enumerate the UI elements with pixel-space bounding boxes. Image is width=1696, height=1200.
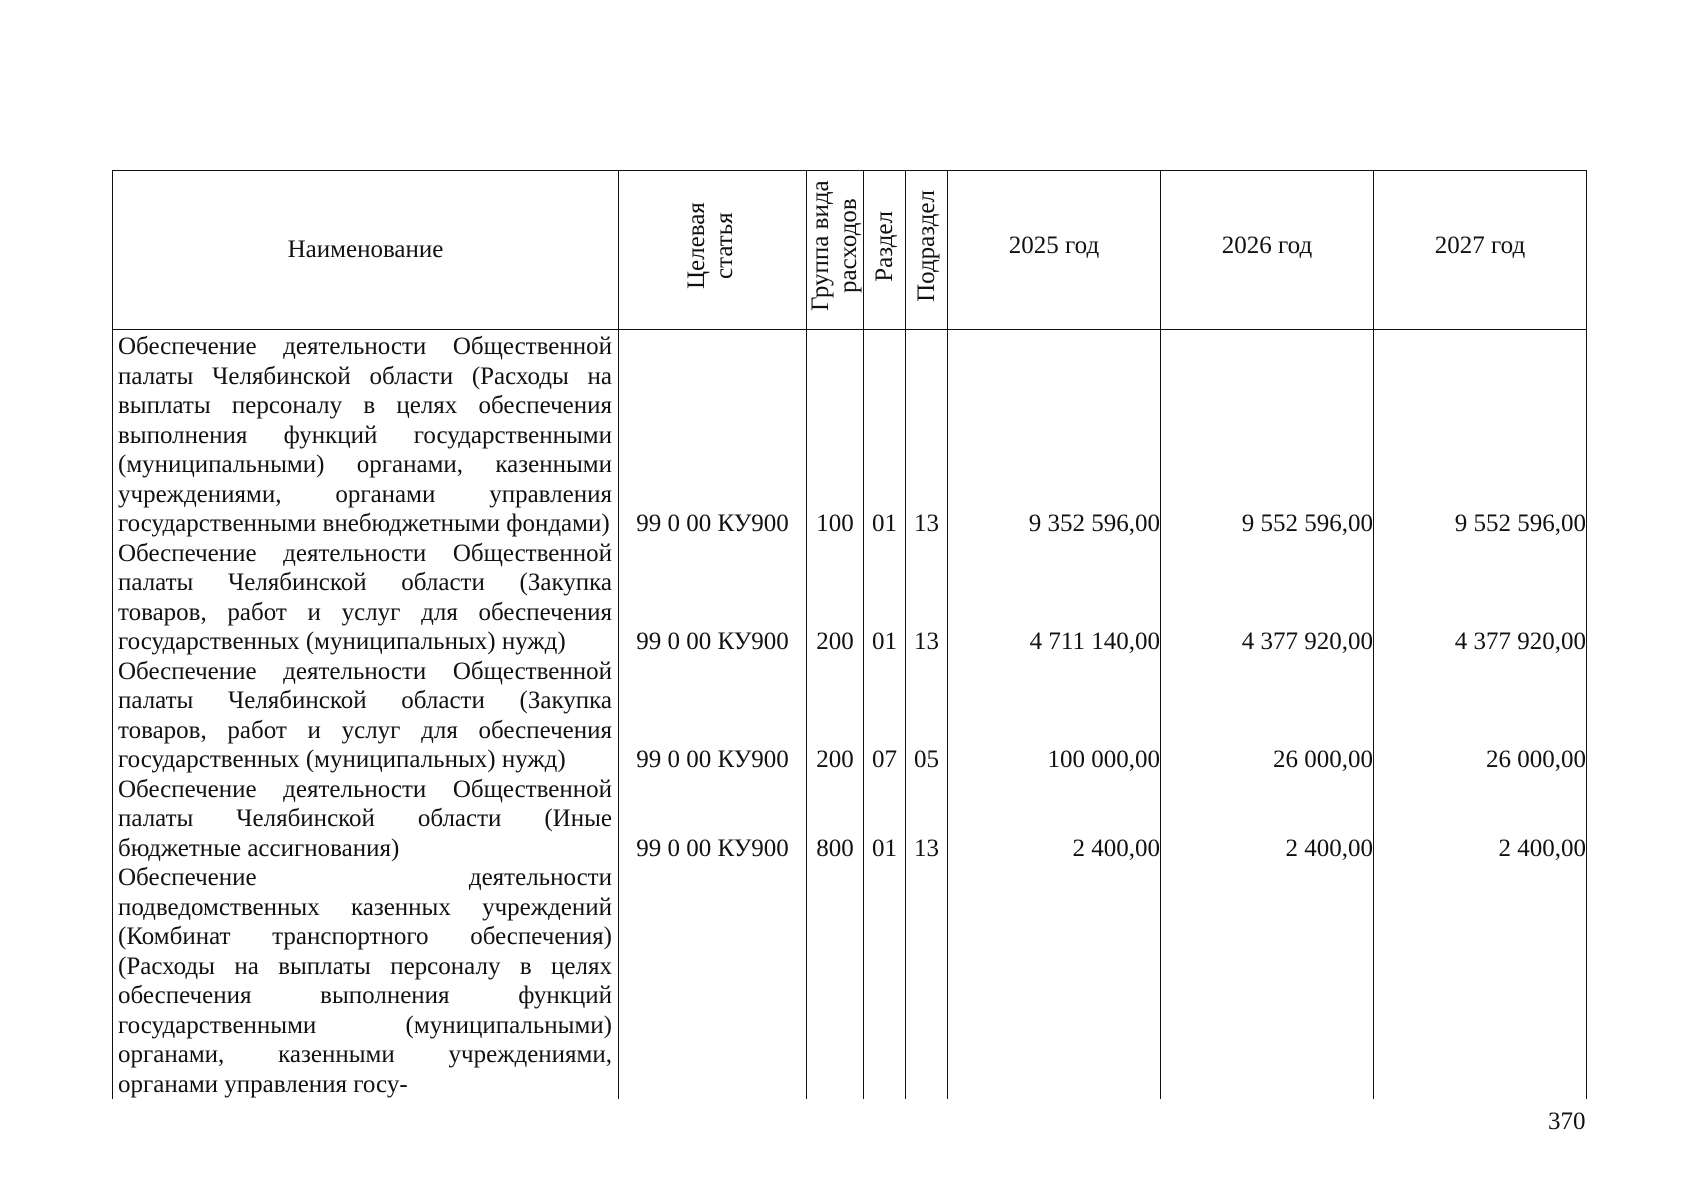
header-2025: 2025 год — [948, 171, 1161, 330]
row-2026: 9 552 596,00 — [1161, 330, 1374, 539]
row-2027 — [1374, 863, 1587, 1099]
budget-table — [112, 170, 1587, 1099]
row-target-item: 99 0 00 КУ900 — [619, 539, 807, 657]
row-name: Обеспечение деятельности Общественной палаты Челябинской области (Расходы на выплаты персоналу в целях обеспечения выполнения функций государственными (муниципальными) органами, казенными учреждениями, органами управления государственными внебюджетными фондами) — [113, 330, 619, 539]
row-subsection — [906, 863, 948, 1099]
row-2027: 9 552 596,00 — [1374, 330, 1587, 539]
header-subsection-label: Подраздел — [912, 190, 940, 303]
row-expense-group: 800 — [807, 775, 864, 864]
row-section: 01 — [864, 330, 906, 539]
row-2025: 2 400,00 — [948, 775, 1161, 864]
header-target-item-label: Целевая статья — [682, 202, 738, 290]
row-section — [864, 863, 906, 1099]
header-expense-group-label: Группа вида расходов — [807, 180, 862, 312]
row-2025 — [948, 863, 1161, 1099]
row-target-item: 99 0 00 КУ900 — [619, 775, 807, 864]
header-2026: 2026 год — [1161, 171, 1374, 330]
header-section-label: Раздел — [870, 210, 898, 282]
row-name: Обеспечение деятельности Общественной палаты Челябинской области (Закупка товаров, работ и услуг для обеспечения государственных (муниципальных) нужд) — [113, 657, 619, 775]
row-name: Обеспечение деятельности подведомственных казенных учреждений (Комбинат транспортного обеспечения) (Расходы на выплаты персоналу в целях обеспечения выполнения функций государственными (муниципальными) органами, казенными учреждениями, органами управления госу- — [113, 863, 619, 1099]
row-2027: 26 000,00 — [1374, 657, 1587, 775]
page-number: 370 — [1548, 1108, 1586, 1135]
row-name: Обеспечение деятельности Общественной палаты Челябинской области (Иные бюджетные ассигнования) — [113, 775, 619, 864]
table-row — [113, 657, 1587, 775]
row-subsection: 13 — [906, 539, 948, 657]
row-2026: 26 000,00 — [1161, 657, 1374, 775]
header-expense-group — [807, 171, 864, 330]
table-row — [113, 330, 1587, 539]
header-section — [864, 171, 906, 330]
row-section: 07 — [864, 657, 906, 775]
row-expense-group: 200 — [807, 657, 864, 775]
table-row — [113, 539, 1587, 657]
row-2026 — [1161, 863, 1374, 1099]
row-2027: 2 400,00 — [1374, 775, 1587, 864]
row-2026: 2 400,00 — [1161, 775, 1374, 864]
row-name: Обеспечение деятельности Общественной палаты Челябинской области (Закупка товаров, работ и услуг для обеспечения государственных (муниципальных) нужд) — [113, 539, 619, 657]
row-expense-group: 200 — [807, 539, 864, 657]
row-target-item: 99 0 00 КУ900 — [619, 657, 807, 775]
row-target-item: 99 0 00 КУ900 — [619, 330, 807, 539]
header-2027: 2027 год — [1374, 171, 1587, 330]
header-subsection — [906, 171, 948, 330]
row-target-item — [619, 863, 807, 1099]
row-section: 01 — [864, 539, 906, 657]
table-row — [113, 775, 1587, 864]
header-target-item — [619, 171, 807, 330]
row-2026: 4 377 920,00 — [1161, 539, 1374, 657]
header-name: Наименование — [113, 171, 619, 330]
row-2025: 100 000,00 — [948, 657, 1161, 775]
row-section: 01 — [864, 775, 906, 864]
row-expense-group: 100 — [807, 330, 864, 539]
row-subsection: 05 — [906, 657, 948, 775]
row-subsection: 13 — [906, 330, 948, 539]
row-expense-group — [807, 863, 864, 1099]
row-2025: 4 711 140,00 — [948, 539, 1161, 657]
row-2027: 4 377 920,00 — [1374, 539, 1587, 657]
table-row — [113, 863, 1587, 1099]
table-header-row — [113, 171, 1587, 330]
row-2025: 9 352 596,00 — [948, 330, 1161, 539]
row-subsection: 13 — [906, 775, 948, 864]
